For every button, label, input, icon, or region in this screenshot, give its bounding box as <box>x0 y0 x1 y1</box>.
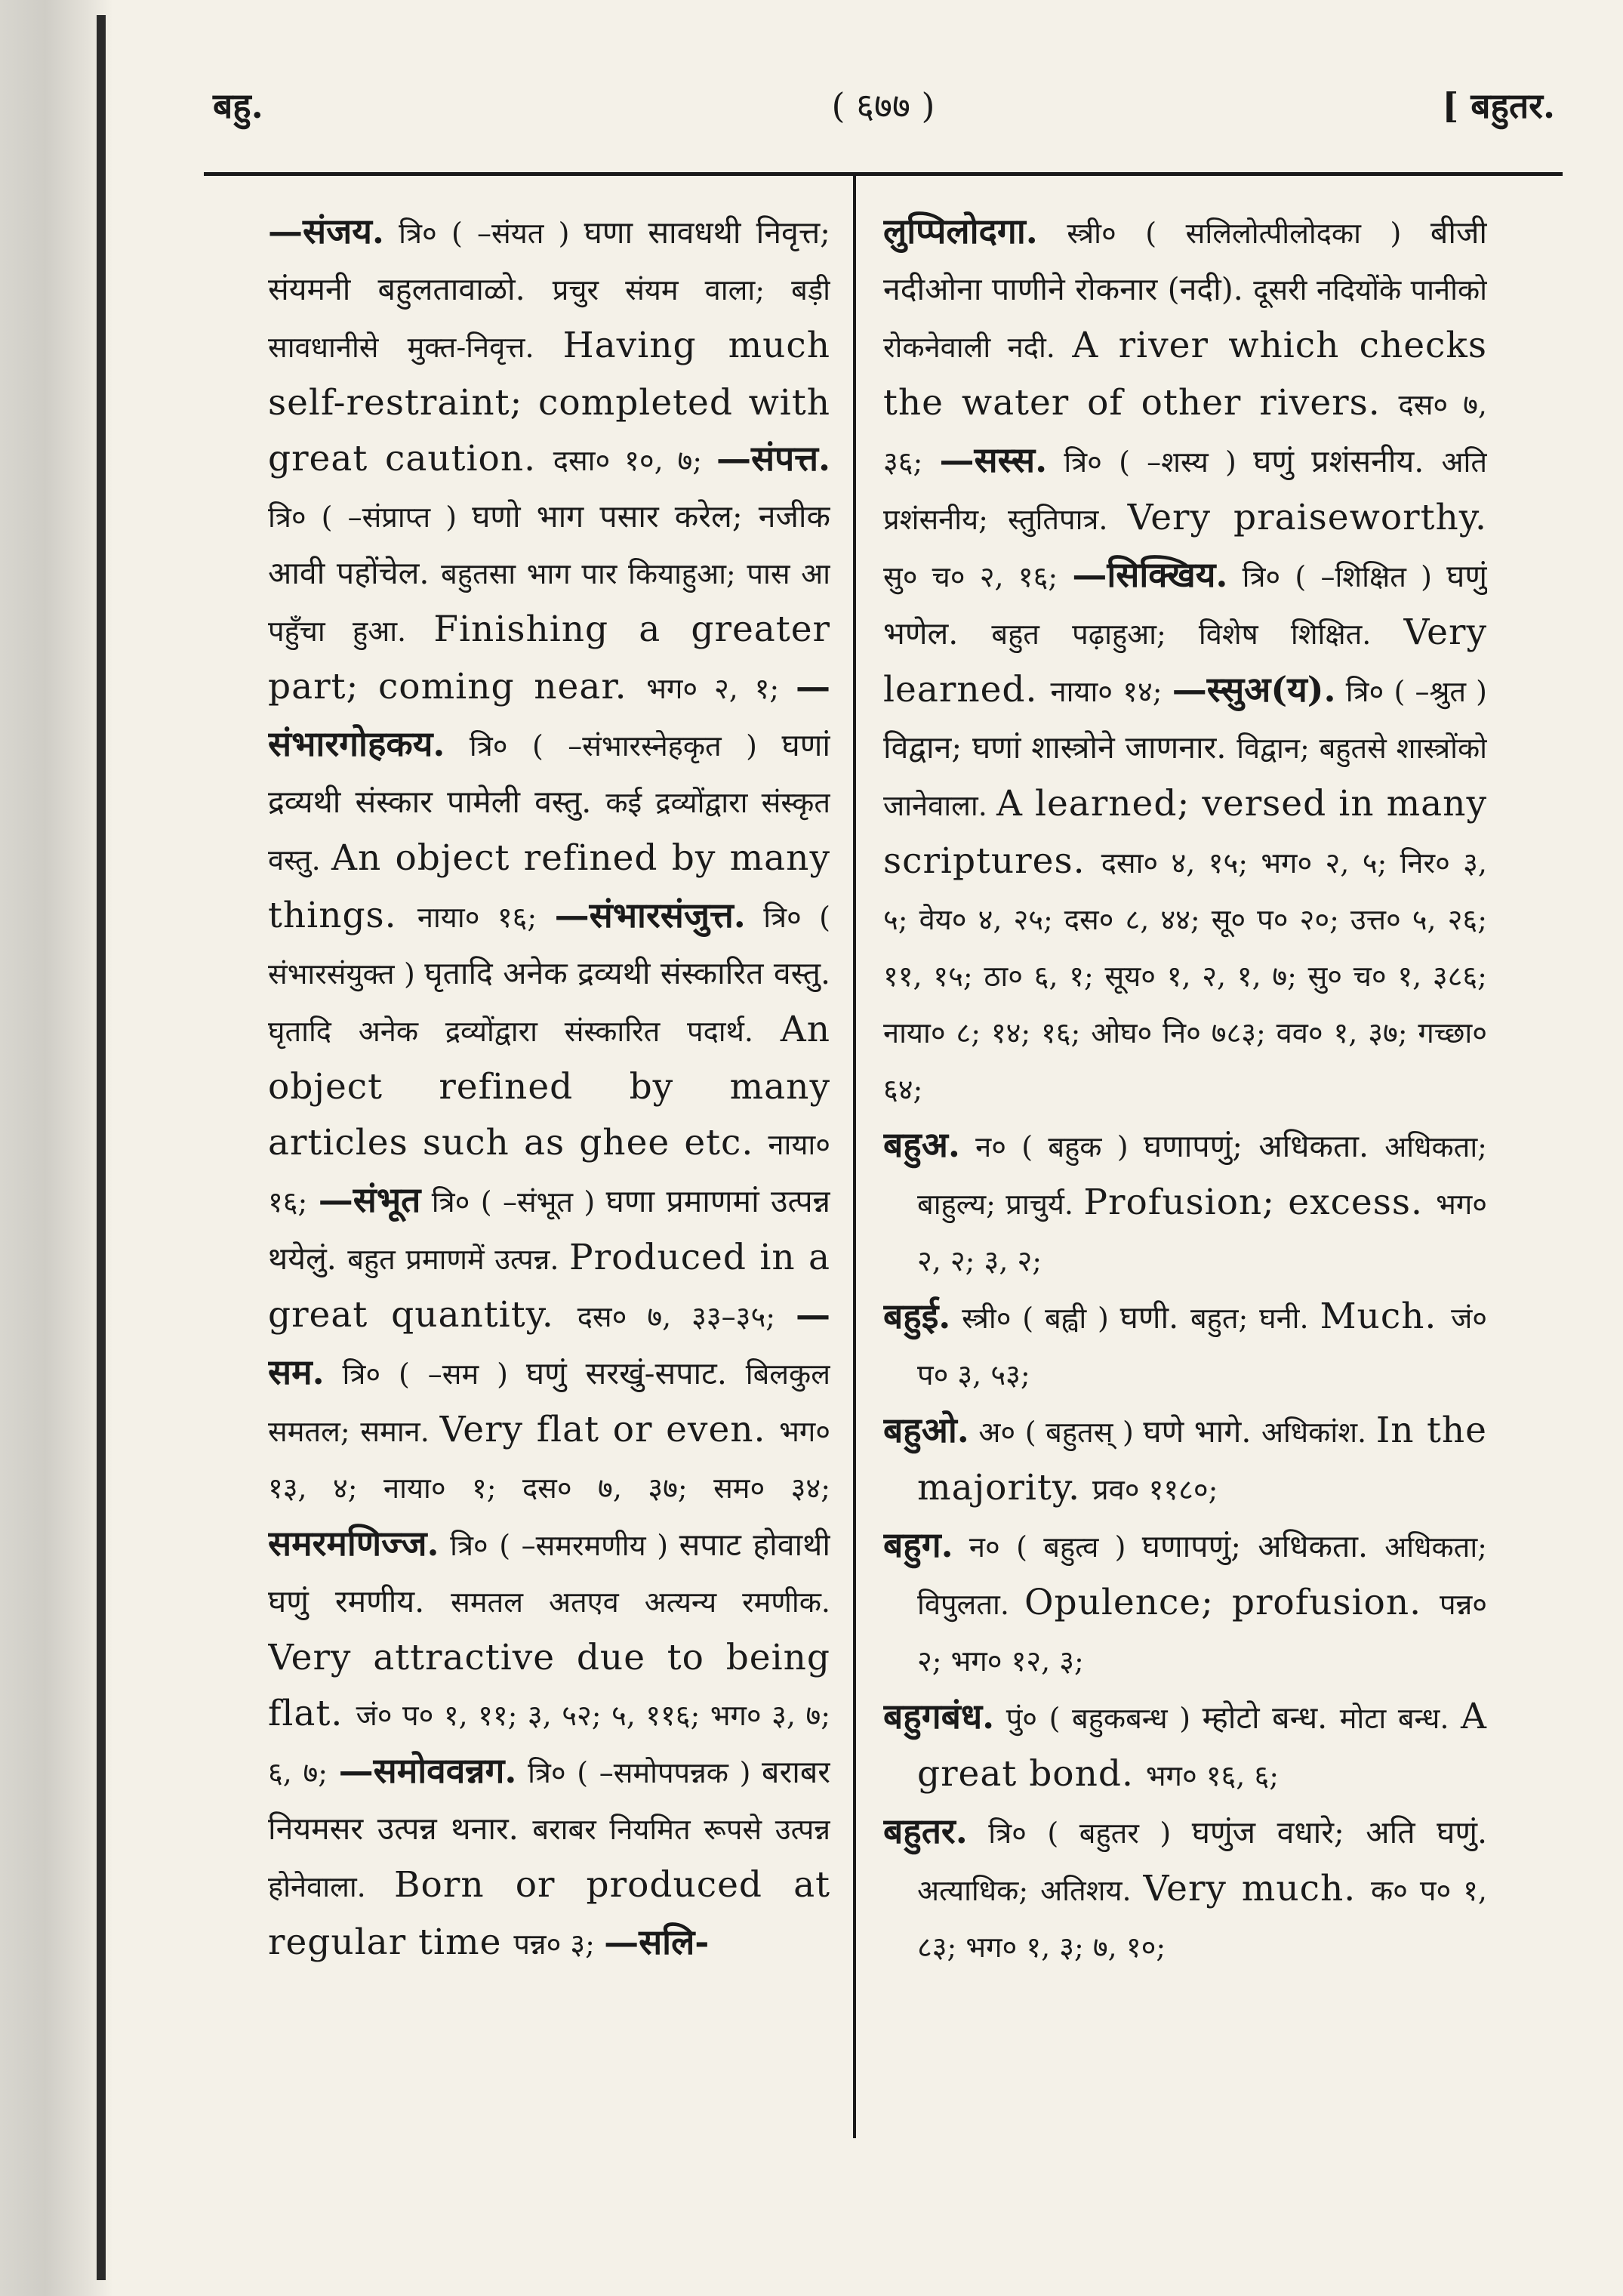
english-gloss: Opulence; profusion. <box>1024 1582 1440 1623</box>
gujarati-gloss: म्होटो बन्ध. <box>1202 1700 1340 1736</box>
header-rule <box>204 172 1563 176</box>
hindi-gloss: बहुत प्रमाणमें उत्पन्न. <box>347 1243 569 1276</box>
english-gloss: An object refined by many things. <box>268 837 830 936</box>
hindi-gloss: स्त्री० ( सलिलोत्पीलोदका ) <box>1037 217 1431 250</box>
headword: —समोववन्नग. <box>338 1750 517 1791</box>
headword: बहुई. <box>883 1296 951 1336</box>
gujarati-gloss: घणो भाग पसार करेल; नजीक आवी पहोंचेल. <box>268 498 830 591</box>
english-gloss: A learned; versed in many scriptures. <box>883 783 1487 882</box>
headword: —संभूत <box>318 1179 421 1220</box>
source-reference: दसा० १०, ७; <box>553 444 716 477</box>
headword: बहुओ. <box>883 1410 969 1450</box>
headword: बहुअ. <box>883 1124 960 1165</box>
source-reference: सु० च० २, १६; <box>883 560 1073 593</box>
english-gloss: Very attractive due to being flat. <box>268 1637 830 1734</box>
hindi-gloss: स्त्री० ( बह्वी ) <box>950 1302 1120 1335</box>
headword: बहुतर. <box>883 1811 968 1851</box>
hindi-gloss: अ० ( बहुतस् ) <box>969 1416 1144 1449</box>
hindi-gloss: विद्वान; बहुतसे शास्त्रोंको जानेवाला. <box>883 732 1487 822</box>
hindi-gloss: त्रि० ( –संभारस्नेहकृत ) <box>445 729 782 763</box>
english-gloss: A great bond. <box>917 1696 1487 1795</box>
hindi-gloss: न० ( बहुक ) <box>959 1130 1144 1163</box>
english-gloss: In the majority. <box>917 1410 1487 1509</box>
hindi-gloss: प्रचुर संयम वाला; बड़ी सावधानीसे मुक्त-निवृत्त. <box>268 273 830 364</box>
source-reference: दसा० ४, १५; भग० २, ५; निर० ३, ५; वेय० ४, २५; दस० ८, ४४; सू० प० २०; उत्त० ५, २६; ११, १५; ठा० ६, १; सूय० १, २, १, ७; सु० च० १, ३८६; नाया० ८; १४; १६; ओघ० नि० ७८३; वव० १, ३७; गच्छा० ६४; <box>883 846 1487 1106</box>
gujarati-gloss: विद्वान; घणां शास्त्रोने जाणनार. <box>883 729 1237 766</box>
english-gloss: Very learned. <box>883 612 1487 710</box>
dictionary-entry <box>883 1117 1487 1289</box>
hindi-gloss: घृतादि अनेक द्रव्योंद्वारा संस्कारित पदार्थ. <box>268 1015 781 1048</box>
dictionary-entry <box>883 1804 1487 1975</box>
page-header <box>204 82 1563 142</box>
source-reference: नाया० १४; <box>1050 675 1172 708</box>
hindi-gloss: बराबर नियमित रूपसे उत्पन्न होनेवाला. <box>268 1813 830 1903</box>
hindi-gloss: बहुतसा भाग पार कियाहुआ; पास आ पहुँचा हुआ. <box>268 557 830 648</box>
header-left-guide-word: बहु. <box>213 85 263 126</box>
hindi-gloss: कई द्रव्योंद्वारा संस्कृत वस्तु. <box>268 786 830 877</box>
gujarati-gloss: घृतादि अनेक द्रव्यथी संस्कारित वस्तु. <box>424 955 830 991</box>
headword: —संभारसंजुत्त. <box>554 895 746 935</box>
source-reference: दस० ७, ३३–३५; <box>577 1300 796 1333</box>
gujarati-gloss: घणुं भणेल. <box>883 558 1487 652</box>
source-reference: भग० २, १; <box>646 672 796 705</box>
source-reference: नाया० १६; <box>268 1128 830 1219</box>
hindi-gloss: त्रि० ( –समरमणीय ) <box>439 1529 679 1562</box>
headword: —संभारगोहकय. <box>268 666 830 764</box>
english-gloss: Much. <box>1320 1296 1452 1337</box>
hindi-gloss: त्रि० ( –संयत ) <box>383 217 584 250</box>
dictionary-entry <box>883 1518 1487 1689</box>
hindi-gloss: त्रि० ( –शिक्षित ) <box>1227 560 1447 593</box>
gujarati-gloss: घणां द्रव्यथी संस्कार पामेली वस्तु. <box>268 727 830 820</box>
left-column <box>268 204 830 2152</box>
source-reference: पन्न० २; भग० १२, ३; <box>917 1588 1487 1678</box>
column-divider <box>853 175 856 2138</box>
hindi-gloss: अधिकता; बाहुल्य; प्राचुर्य. <box>917 1130 1487 1221</box>
gujarati-gloss: घणे भागे. <box>1143 1413 1261 1450</box>
hindi-gloss: त्रि० ( –संप्राप्त ) <box>268 501 473 534</box>
hindi-gloss: बहुत पढ़ाहुआ; विशेष शिक्षित. <box>991 618 1404 651</box>
gujarati-gloss: बीजी नदीओना पाणीने रोकनार (नदी). <box>883 214 1487 307</box>
page-number: ( ६७७ ) <box>831 85 935 126</box>
headword: लुप्पिलोदगा. <box>883 211 1038 251</box>
english-gloss: Profusion; excess. <box>1083 1182 1437 1223</box>
hindi-gloss: त्रि० ( –संभूत ) <box>420 1185 606 1219</box>
source-reference: जं० प० १, ११; ३, ५२; ५, ११६; भग० ३, ७; ६, ७; <box>268 1699 830 1789</box>
source-reference: पन्न० ३; <box>513 1928 605 1961</box>
english-gloss: Having much self-restraint; completed with great caution. <box>268 325 830 479</box>
gujarati-gloss: सपाट होवाथी घणुं रमणीय. <box>268 1527 830 1620</box>
hindi-gloss: मोटा बन्ध. <box>1339 1702 1461 1735</box>
source-reference: प्रव० ११८०; <box>1092 1473 1218 1506</box>
headword: —सिक्खिय. <box>1072 554 1228 595</box>
hindi-gloss: पुं० ( बहुकबन्ध ) <box>994 1702 1203 1735</box>
gujarati-gloss: घणुंज वधारे; अति घणुं. <box>1191 1814 1487 1851</box>
hindi-gloss: बहुत; घनी. <box>1190 1302 1320 1335</box>
gujarati-gloss: घणुं प्रशंसनीय. <box>1253 443 1442 479</box>
dictionary-entry <box>883 1689 1487 1804</box>
gujarati-gloss: घणापणुं; अधिकता. <box>1143 1128 1385 1164</box>
source-reference: भग० २, २; ३, २; <box>917 1188 1487 1277</box>
headword: —सम. <box>268 1294 830 1392</box>
source-reference: दस० ७, ३६; <box>883 388 1487 479</box>
hindi-gloss: बिलकुल समतल; समान. <box>268 1358 830 1448</box>
hindi-gloss: अति प्रशंसनीय; स्तुतिपात्र. <box>883 445 1487 536</box>
hindi-gloss: त्रि० ( –श्रुत ) <box>1335 675 1487 708</box>
gujarati-gloss: घणा सावधथी निवृत्त; संयमनी बहुलतावाळो. <box>268 214 830 307</box>
english-gloss: A river which checks the water of other rivers. <box>883 325 1487 424</box>
source-reference: क० प० १, ८३; भग० १, ३; ७, १०; <box>917 1874 1487 1964</box>
english-gloss: Very much. <box>1143 1868 1371 1909</box>
source-reference: भग० १६, ६; <box>1145 1759 1280 1792</box>
hindi-gloss: न० ( बहुत्व ) <box>953 1530 1142 1564</box>
hindi-gloss: अधिकता; विपुलता. <box>917 1530 1487 1621</box>
headword: बहुगबंध. <box>883 1696 995 1737</box>
right-column <box>883 204 1487 2152</box>
source-reference: भग० १३, ४; नाया० १; दस० ७, ३७; सम० ३४; <box>268 1415 830 1505</box>
dictionary-entry <box>883 1289 1487 1403</box>
source-reference: जं० प० ३, ५३; <box>917 1302 1487 1391</box>
hindi-gloss: त्रि० ( –शस्य ) <box>1047 445 1254 479</box>
english-gloss: Finishing a greater part; coming near. <box>268 609 830 707</box>
english-gloss: Produced in a great quantity. <box>268 1237 830 1336</box>
english-gloss: An object refined by many articles such as ghee etc. <box>268 1009 830 1163</box>
source-reference: नाया० १६; <box>417 901 555 934</box>
hindi-gloss: अधिकांश. <box>1261 1416 1376 1449</box>
headword: —संपत्त. <box>716 438 830 479</box>
gujarati-gloss: घणापणुं; अधिकता. <box>1141 1528 1385 1564</box>
gujarati-gloss: बराबर नियमसर उत्पन्न थनार. <box>268 1754 830 1847</box>
hindi-gloss: त्रि० ( –समोपपन्नक ) <box>516 1756 762 1789</box>
headword: —स्सुअ(य). <box>1172 669 1336 710</box>
dictionary-entry <box>883 204 1487 1117</box>
headword: समरमणिज्ज. <box>268 1523 439 1564</box>
headword: बहुग. <box>883 1524 953 1565</box>
headword: —सस्स. <box>939 439 1048 480</box>
dictionary-entry <box>883 1403 1487 1518</box>
dictionary-entry <box>268 204 830 1972</box>
gujarati-gloss: घणी. <box>1119 1299 1190 1336</box>
hindi-gloss: त्रि० ( –सम ) <box>324 1358 526 1391</box>
hindi-gloss: समतल अतएव अत्यन्य रमणीक. <box>451 1586 830 1619</box>
header-right-guide-word: [ बहुतर. <box>1442 85 1555 126</box>
english-gloss: Very praiseworthy. <box>1127 497 1487 538</box>
gutter-shadow-line <box>97 15 106 2280</box>
headword: —संजय. <box>268 211 384 251</box>
english-gloss: Very flat or even. <box>439 1409 780 1450</box>
hindi-gloss: दूसरी नदियोंके पानीको रोकनेवाली नदी. <box>883 273 1487 364</box>
hindi-gloss: अत्याधिक; अतिशय. <box>917 1874 1144 1907</box>
hindi-gloss: त्रि० ( बहुतर ) <box>967 1817 1192 1850</box>
headword: —सलि- <box>604 1922 710 1962</box>
hindi-gloss: त्रि० ( संभारसंयुक्त ) <box>268 901 830 991</box>
gujarati-gloss: घणा प्रमाणमां उत्पन्न थयेलुं. <box>268 1183 830 1277</box>
gujarati-gloss: घणुं सरखुं-सपाट. <box>525 1355 746 1391</box>
english-gloss: Born or produced at regular time <box>268 1864 830 1963</box>
